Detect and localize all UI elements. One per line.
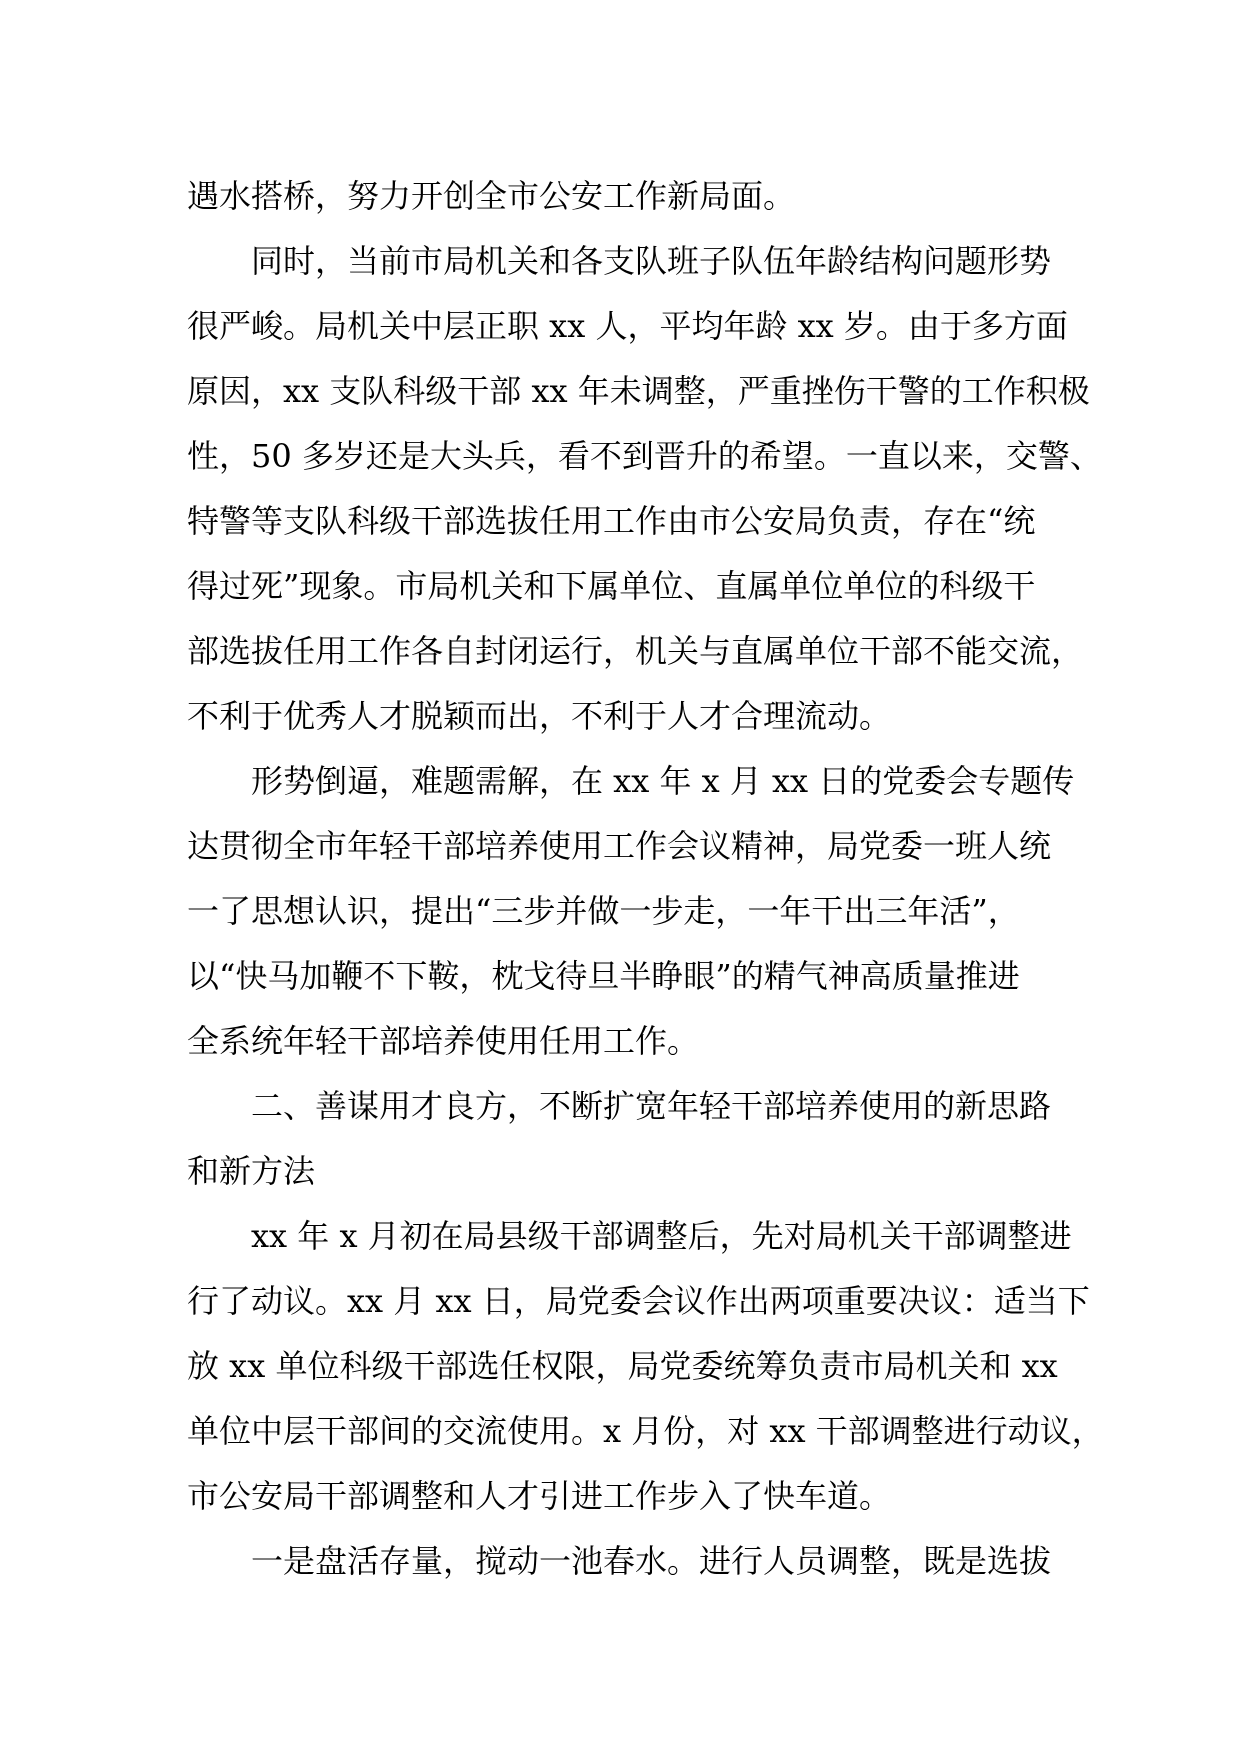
- document-body: [187, 164, 1104, 1594]
- text-line: 得过死”现象。市局机关和下属单位、直属单位单位的科级干: [187, 567, 1036, 605]
- text-line: 遇水搭桥，努力开创全市公安工作新局面。: [187, 177, 796, 215]
- text-line: 很严峻。局机关中层正职 xx 人，平均年龄 xx 岁。由于多方面: [187, 307, 1068, 345]
- paragraph-start-line: 一是盘活存量，搅动一池春水。进行人员调整，既是选拔: [251, 1542, 1052, 1580]
- text-line: 一了思想认识，提出“三步并做一步走，一年干出三年活”，: [187, 892, 1020, 930]
- text-line: 市公安局干部调整和人才引进工作步入了快车道。: [187, 1477, 892, 1515]
- text-line: 达贯彻全市年轻干部培养使用工作会议精神，局党委一班人统: [187, 827, 1052, 865]
- paragraph-start-line: xx 年 x 月初在局县级干部调整后，先对局机关干部调整进: [251, 1217, 1072, 1255]
- text-line: 行了动议。xx 月 xx 日，局党委会议作出两项重要决议：适当下: [187, 1282, 1090, 1320]
- section-heading-line: 二、善谋用才良方，不断扩宽年轻干部培养使用的新思路: [251, 1087, 1052, 1125]
- text-line: 以“快马加鞭不下鞍，枕戈待旦半睁眼”的精气神高质量推进: [187, 957, 1020, 995]
- section-heading-line: 和新方法: [187, 1152, 316, 1190]
- text-line: 全系统年轻干部培养使用任用工作。: [187, 1022, 700, 1060]
- text-line: 性，50 多岁还是大头兵，看不到晋升的希望。一直以来，交警、: [187, 437, 1102, 475]
- text-line: 放 xx 单位科级干部选任权限，局党委统筹负责市局机关和 xx: [187, 1347, 1058, 1385]
- paragraph-start-line: 形势倒逼，难题需解，在 xx 年 x 月 xx 日的党委会专题传: [251, 762, 1075, 800]
- text-line: 原因，xx 支队科级干部 xx 年未调整，严重挫伤干警的工作积极: [187, 372, 1090, 410]
- text-line: 单位中层干部间的交流使用。x 月份，对 xx 干部调整进行动议，: [187, 1412, 1104, 1450]
- text-line: 不利于优秀人才脱颖而出，不利于人才合理流动。: [187, 697, 892, 735]
- text-line: 特警等支队科级干部选拔任用工作由市公安局负责，存在“统: [187, 502, 1036, 540]
- paragraph-start-line: 同时，当前市局机关和各支队班子队伍年龄结构问题形势: [251, 242, 1052, 280]
- text-line: 部选拔任用工作各自封闭运行，机关与直属单位干部不能交流，: [187, 632, 1084, 670]
